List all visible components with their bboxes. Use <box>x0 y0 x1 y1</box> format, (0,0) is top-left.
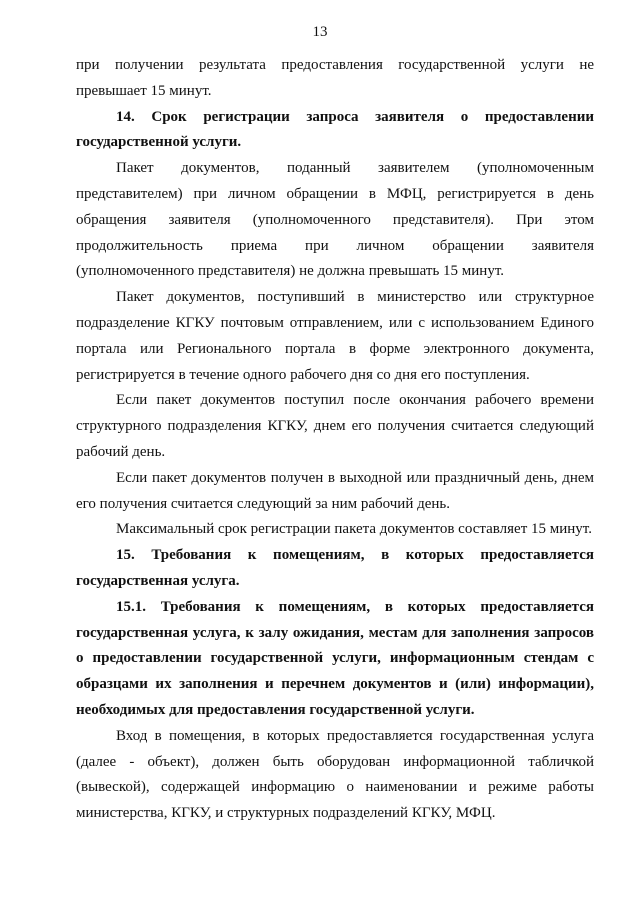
paragraph-entrance-sign: Вход в помещения, в которых предоставляется государственная услуга (далее - объект), должен быть оборудован информационной табличкой (вывеской), содержащей информацию о наименовании и режиме работы министерства, КГКУ, и структурных подразделений КГКУ, МФЦ. <box>76 727 594 822</box>
paragraph-postal-registration: Пакет документов, поступивший в министерство или структурное подразделение КГКУ почтовым отправлением, или с использованием Единого портала или Регионального портала в форме электронного документа, регистрируется в течение одного рабочего дня со дня его поступления. <box>76 289 594 383</box>
page-number: 13 <box>312 24 328 40</box>
section-heading-15: 15. Требования к помещениям, в которых предоставляется государственная услуга. <box>76 547 594 589</box>
paragraph-max-term: Максимальный срок регистрации пакета документов составляет 15 минут. <box>116 521 592 538</box>
paragraph-continuation: при получении результата предоставления государственной услуги не превышает 15 минут. <box>76 57 594 99</box>
document-body <box>76 53 594 827</box>
section-heading-14: 14. Срок регистрации запроса заявителя о предоставлении государственной услуги. <box>76 108 594 151</box>
paragraph-mfc-registration: Пакет документов, поданный заявителем (уполномоченным представителем) при личном обращении в МФЦ, регистрируется в день обращения заявителя (уполномоченного представителя). При этом продолжительность приема при личном обращении заявителя (уполномоченного представителя) не должна превышать 15 минут. <box>76 160 594 280</box>
subsection-heading-15-1: 15.1. Требования к помещениям, в которых предоставляется государственная услуга, к залу ожидания, местам для заполнения запросов о предоставлении государственной услуги, информационным стендам с образцами их заполнения и перечнем документов и (или) информации), необходимых для предоставления государственной услуги. <box>76 598 594 718</box>
paragraph-holiday: Если пакет документов получен в выходной или праздничный день, днем его получения считается следующий за ним рабочий день. <box>76 469 594 512</box>
paragraph-after-hours: Если пакет документов поступил после окончания рабочего времени структурного подразделения КГКУ, днем его получения считается следующий рабочий день. <box>76 392 594 460</box>
